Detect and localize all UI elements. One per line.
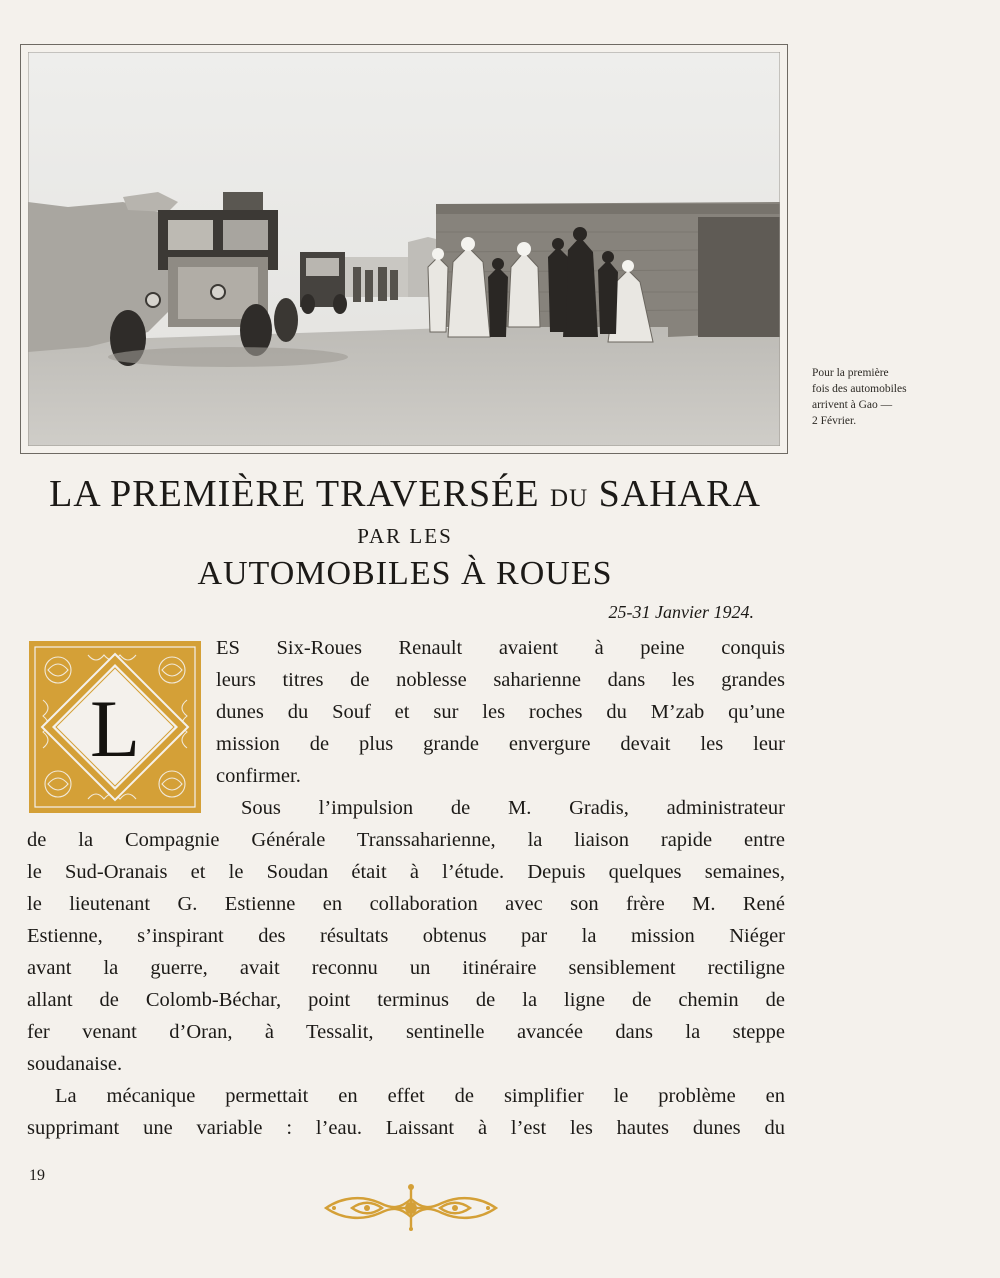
heading-part-du: DU	[550, 485, 589, 512]
dropcap	[28, 640, 202, 814]
heading-part: LA PREMIÈRE TRAVERSÉE	[49, 473, 540, 515]
body-line: soudanaise.	[27, 1053, 123, 1075]
photo-caption	[812, 365, 952, 429]
caption-line: fois des automobiles	[812, 383, 907, 395]
gold-arabesque-ornament	[322, 1181, 500, 1231]
dropcap-letter: L	[89, 683, 141, 774]
body-line: confirmer.	[216, 765, 301, 787]
heading-line-3: AUTOMOBILES À ROUES	[197, 555, 613, 592]
heading-line-1	[0, 472, 810, 516]
body-line: le lieutenant G. Estienne en collaboration avec son frère M. René	[27, 893, 785, 915]
photo-frame	[20, 44, 788, 454]
body-line: La mécanique permettait en effet de simplifier le problème en	[55, 1085, 785, 1107]
caption-line: 2 Février.	[812, 415, 857, 427]
caption-line: Pour la première	[812, 367, 889, 379]
body-line: supprimant une variable : l’eau. Laissant à l’est les hautes dunes du	[27, 1117, 785, 1139]
body-line: Estienne, s’inspirant des résultats obtenus par la mission Niéger	[27, 925, 785, 947]
dateline: 25-31 Janvier 1924.	[608, 602, 754, 622]
body-line: avant la guerre, avait reconnu un itinéraire sensiblement rectiligne	[27, 957, 785, 979]
desert-street-photo	[28, 52, 780, 446]
heading-line-2: PAR LES	[357, 524, 453, 548]
heading-part: SAHARA	[598, 473, 761, 515]
body-line: mission de plus grande envergure devait les leur	[216, 733, 785, 755]
body-line: de la Compagnie Générale Transsaharienne, la liaison rapide entre	[27, 829, 785, 851]
page-number: 19	[29, 1167, 45, 1184]
body-line: le Sud-Oranais et le Soudan était à l’étude. Depuis quelques semaines,	[27, 861, 785, 883]
body-line: fer venant d’Oran, à Tessalit, sentinelle avancée dans la steppe	[27, 1021, 785, 1043]
body-line: leurs titres de noblesse saharienne dans les grandes	[216, 669, 785, 691]
body-line: allant de Colomb-Béchar, point terminus de la ligne de chemin de	[27, 989, 785, 1011]
second-truck	[300, 252, 347, 314]
body-line: dunes du Souf et sur les roches du M’zab qu’une	[216, 701, 785, 723]
caption-line: arrivent à Gao —	[812, 399, 893, 411]
body-line: Sous l’impulsion de M. Gradis, administrateur	[241, 797, 785, 819]
body-line: ES Six-Roues Renault avaient à peine conquis	[216, 637, 785, 659]
